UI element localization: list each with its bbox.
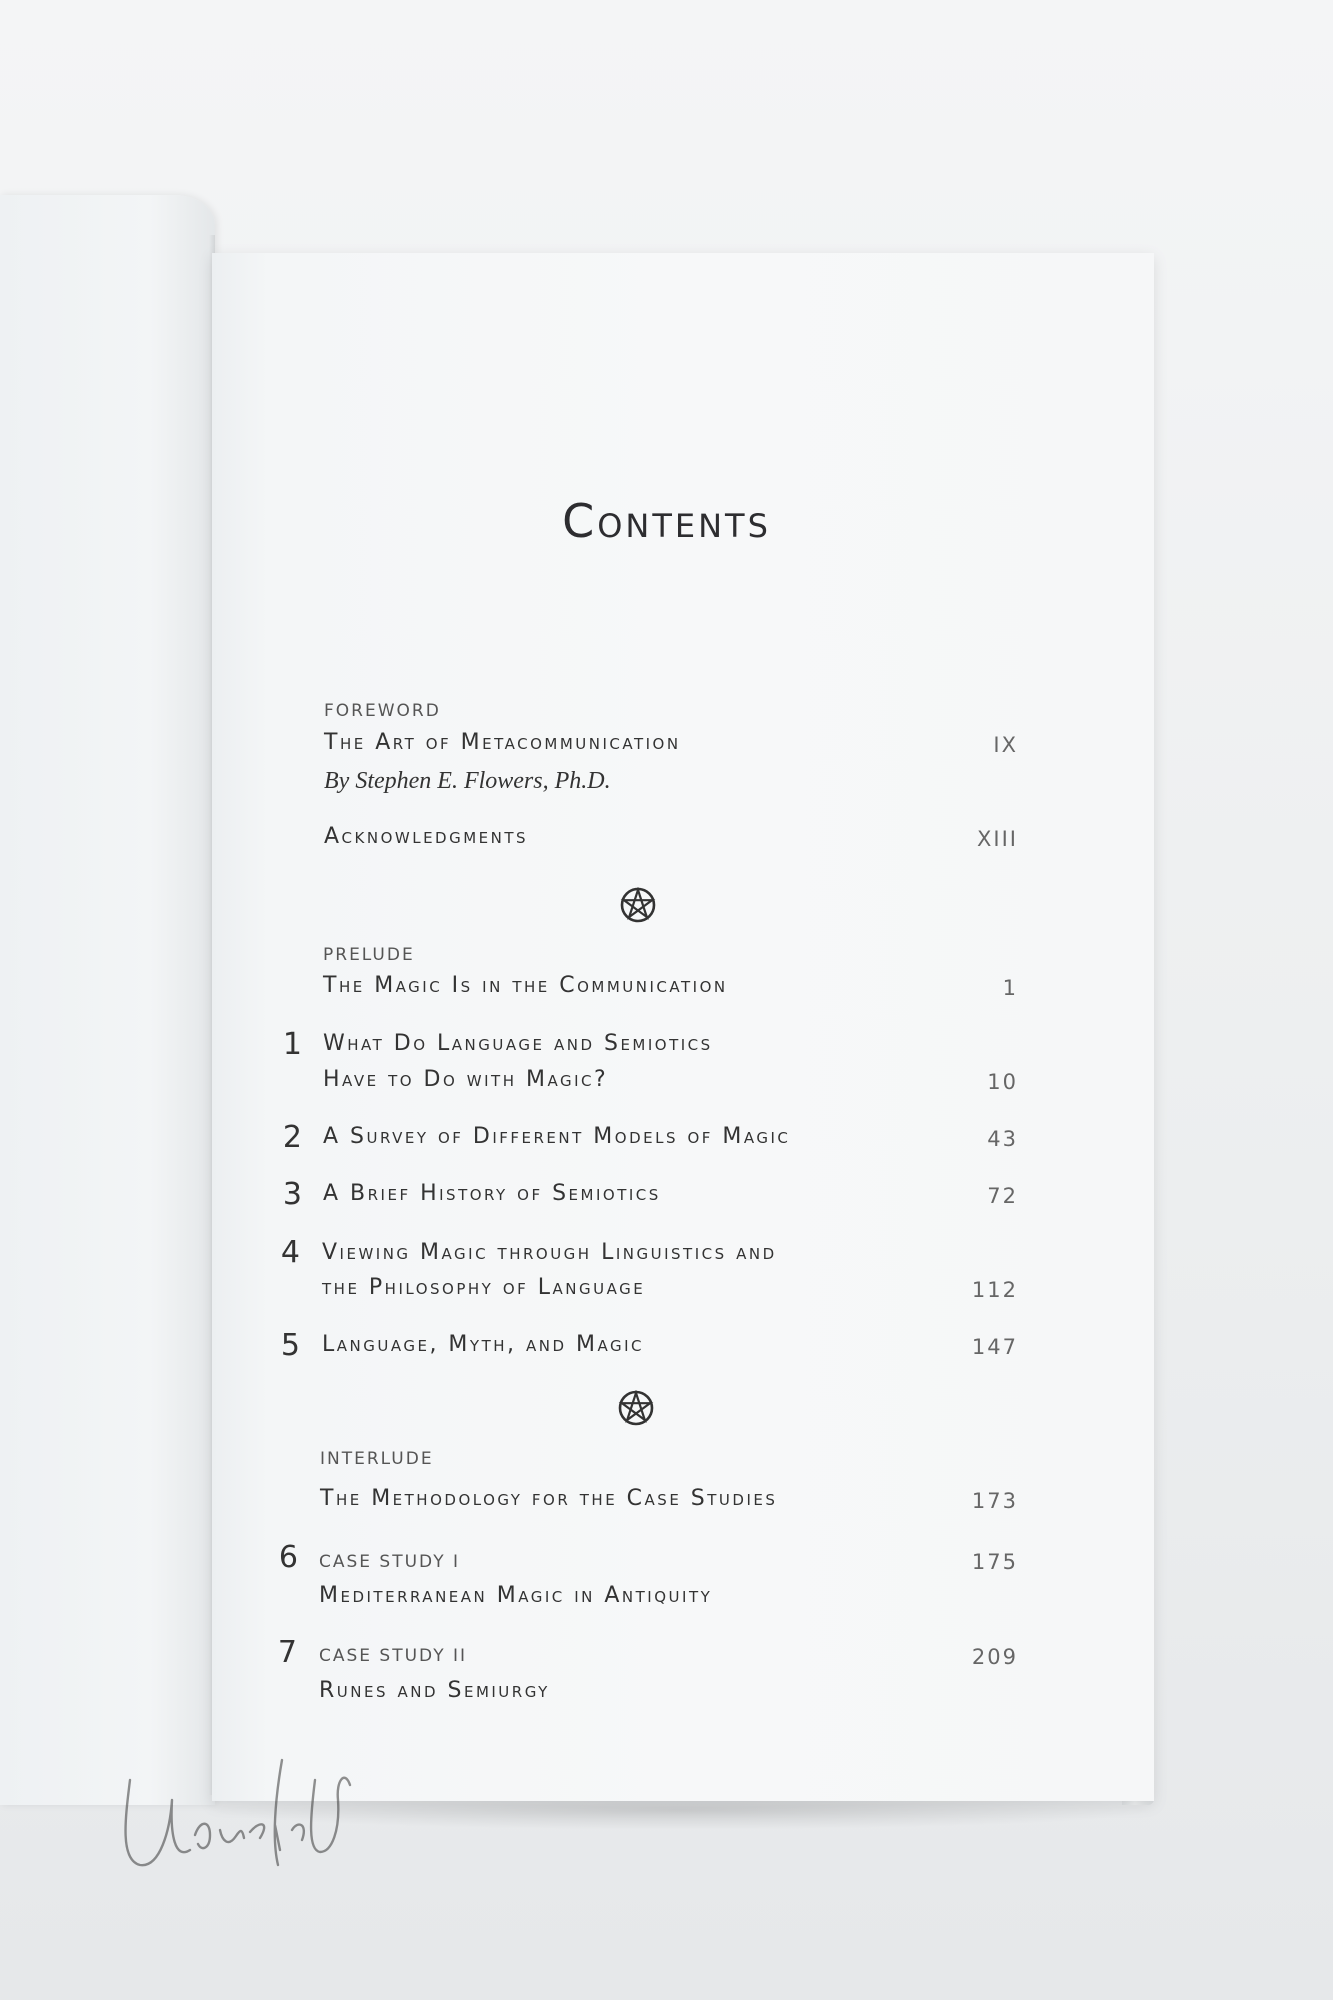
chapter-page: 43: [987, 1127, 1018, 1151]
case-study-label: CASE STUDY II: [319, 1646, 468, 1666]
acknowledgments-title: Acknowledgments: [324, 824, 529, 849]
chapter-number: 7: [277, 1635, 297, 1670]
case-study-title: Mediterranean Magic in Antiquity: [319, 1583, 713, 1608]
acknowledgments-page: XIII: [977, 827, 1018, 851]
case-study-page: 209: [971, 1645, 1018, 1669]
chapter-number: 1: [282, 1027, 302, 1062]
interlude-label: INTERLUDE: [320, 1449, 434, 1469]
left-page: [0, 195, 215, 1805]
foreword-byline: By Stephen E. Flowers, Ph.D.: [324, 768, 611, 794]
prelude-page: 1: [1002, 976, 1018, 1000]
pentacle-icon: [620, 887, 656, 923]
chapter-title: What Do Language and Semiotics: [323, 1031, 713, 1056]
chapter-number: 4: [280, 1235, 300, 1270]
foreword-title: The Art of Metacommunication: [324, 730, 681, 755]
chapter-title: Language, Myth, and Magic: [322, 1332, 645, 1357]
chapter-page: 112: [971, 1278, 1018, 1302]
foreword-page: IX: [993, 733, 1018, 757]
chapter-number: 6: [278, 1540, 298, 1575]
chapter-page: 147: [971, 1335, 1018, 1359]
prelude-label: PRELUDE: [323, 945, 415, 965]
case-study-label: CASE STUDY I: [319, 1552, 461, 1572]
page-title: Contents: [562, 494, 771, 548]
chapter-page: 10: [987, 1070, 1018, 1094]
chapter-number: 2: [282, 1120, 302, 1155]
case-study-title: Runes and Semiurgy: [319, 1678, 550, 1703]
pentacle-icon: [618, 1390, 654, 1426]
chapter-title: A Survey of Different Models of Magic: [323, 1124, 791, 1149]
chapter-title: A Brief History of Semiotics: [323, 1181, 661, 1206]
interlude-page: 173: [971, 1489, 1018, 1513]
foreword-label: FOREWORD: [324, 701, 441, 721]
chapter-number: 3: [282, 1177, 302, 1212]
chapter-title: Viewing Magic through Linguistics and: [322, 1240, 777, 1265]
case-study-page: 175: [971, 1550, 1018, 1574]
watermark-signature: [110, 1740, 370, 1890]
chapter-number: 5: [280, 1328, 300, 1363]
chapter-title-continued: Have to Do with Magic?: [323, 1067, 609, 1092]
chapter-title-continued: the Philosophy of Language: [322, 1275, 646, 1300]
chapter-page: 72: [987, 1184, 1018, 1208]
interlude-title: The Methodology for the Case Studies: [320, 1486, 778, 1511]
prelude-title: The Magic Is in the Communication: [323, 973, 728, 998]
